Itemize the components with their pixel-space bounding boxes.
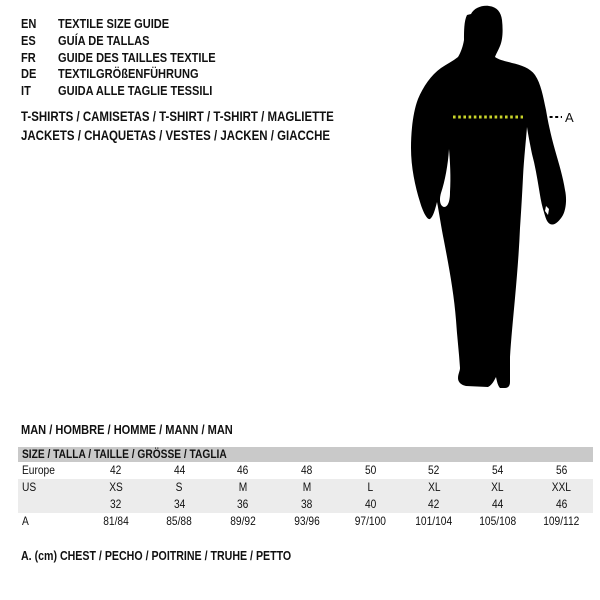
size-value: XL: [491, 480, 504, 494]
language-label: GUÍA DE TALLAS: [58, 32, 150, 48]
language-code: [21, 16, 58, 33]
size-cell: [339, 462, 403, 479]
size-cell: [84, 513, 148, 530]
measure-label-a: A: [565, 110, 574, 125]
language-row: [21, 83, 243, 100]
language-code: [21, 83, 58, 100]
size-value: L: [367, 480, 374, 494]
size-value: 32: [110, 497, 122, 511]
size-cell: [84, 462, 148, 479]
man-silhouette-figure: [400, 0, 600, 410]
row-label: [18, 496, 84, 513]
size-value: XS: [108, 480, 123, 494]
garment-line-label: T-SHIRTS / CAMISETAS / T-SHIRT / T-SHIRT / MAGLIETTE: [21, 109, 334, 124]
row-label: [18, 513, 84, 530]
size-cell: [466, 462, 530, 479]
size-cell: [529, 513, 593, 530]
size-cell: [402, 462, 466, 479]
language-code-label: DE: [21, 66, 37, 82]
size-table-header-label: SIZE / TALLA / TAILLE / GRÖSSE / TAGLIA: [22, 447, 227, 461]
garment-line: [21, 126, 389, 145]
size-cell: [275, 479, 339, 496]
man-silhouette: [411, 6, 566, 388]
size-value: 46: [237, 463, 249, 477]
size-cell: [211, 479, 275, 496]
garment-types: [21, 107, 389, 145]
language-code-label: IT: [21, 83, 31, 99]
table-row-europe: [18, 462, 593, 479]
row-label-text: Europe: [22, 463, 55, 477]
size-cell: [529, 479, 593, 496]
language-row: [21, 16, 243, 33]
language-label: GUIDA ALLE TAGLIE TESSILI: [58, 83, 213, 99]
size-value: 101/104: [415, 514, 453, 528]
size-value: 54: [491, 463, 504, 477]
size-value: 38: [301, 497, 313, 511]
size-value: 81/84: [103, 514, 129, 528]
size-cell: [529, 462, 593, 479]
size-table-header: [18, 447, 593, 462]
size-value: 97/100: [354, 514, 386, 528]
section-title-label: MAN / HOMBRE / HOMME / MANN / MAN: [21, 422, 233, 437]
garment-line: [21, 107, 389, 126]
size-value: 48: [301, 463, 313, 477]
size-value: 42: [428, 497, 440, 511]
measurement-footnote-label: A. (cm) CHEST / PECHO / POITRINE / TRUHE / PETTO: [21, 549, 292, 563]
size-value: 34: [173, 497, 186, 511]
size-cell: [275, 513, 339, 530]
size-value: M: [302, 480, 311, 494]
size-value: 85/88: [166, 514, 193, 528]
size-cell: [148, 462, 212, 479]
size-cell: [466, 479, 530, 496]
size-cell: [275, 496, 339, 513]
size-value: 44: [173, 463, 186, 477]
table-row-chest: [18, 513, 593, 530]
size-cell: [84, 496, 148, 513]
row-label-text: US: [22, 480, 37, 494]
size-table: [18, 447, 593, 530]
size-value: 46: [555, 497, 567, 511]
language-code-label: ES: [21, 32, 36, 48]
size-cell: [466, 496, 530, 513]
language-code: [21, 50, 58, 67]
size-value: 52: [428, 463, 440, 477]
size-value: 50: [364, 463, 376, 477]
language-row: [21, 33, 243, 50]
row-label-text: A: [22, 514, 29, 528]
language-code-label: FR: [21, 49, 36, 65]
language-row: [21, 50, 243, 67]
size-value: XL: [427, 480, 441, 494]
size-value: 42: [110, 463, 122, 477]
row-label: [18, 462, 84, 479]
size-value: 36: [237, 497, 249, 511]
size-value: 56: [555, 463, 567, 477]
size-cell: [339, 496, 403, 513]
measurement-footnote: [21, 549, 339, 563]
size-value: XXL: [551, 480, 571, 494]
row-label: [18, 479, 84, 496]
size-value: 93/96: [293, 514, 320, 528]
language-label: TEXTILE SIZE GUIDE: [58, 16, 170, 31]
table-row-us: [18, 479, 593, 496]
language-row: [21, 66, 243, 83]
size-cell: [84, 479, 148, 496]
size-cell: [148, 513, 212, 530]
size-cell: [466, 513, 530, 530]
size-cell: [148, 479, 212, 496]
size-cell: [211, 462, 275, 479]
size-value: 89/92: [230, 514, 256, 528]
size-cell: [339, 479, 403, 496]
language-code: [21, 66, 58, 83]
table-row-us-numeric: [18, 496, 593, 513]
size-cell: [211, 496, 275, 513]
size-cell: [148, 496, 212, 513]
language-list: [21, 16, 243, 100]
size-cell: [275, 462, 339, 479]
size-cell: [211, 513, 275, 530]
language-label: TEXTILGRÖßENFÜHRUNG: [58, 66, 199, 82]
size-value: S: [176, 480, 183, 494]
size-cell: [339, 513, 403, 530]
size-value: 44: [491, 497, 504, 511]
size-cell: [529, 496, 593, 513]
size-value: 109/112: [543, 514, 580, 528]
language-code: [21, 33, 58, 50]
language-code-label: EN: [21, 16, 37, 31]
size-value: M: [238, 480, 248, 494]
section-title: [21, 422, 270, 437]
size-value: 40: [364, 497, 376, 511]
language-label: GUIDE DES TAILLES TEXTILE: [58, 49, 216, 65]
size-value: 105/108: [479, 514, 516, 528]
size-cell: [402, 496, 466, 513]
garment-line-label: JACKETS / CHAQUETAS / VESTES / JACKEN / GIACCHE: [21, 128, 331, 143]
size-cell: [402, 479, 466, 496]
size-cell: [402, 513, 466, 530]
